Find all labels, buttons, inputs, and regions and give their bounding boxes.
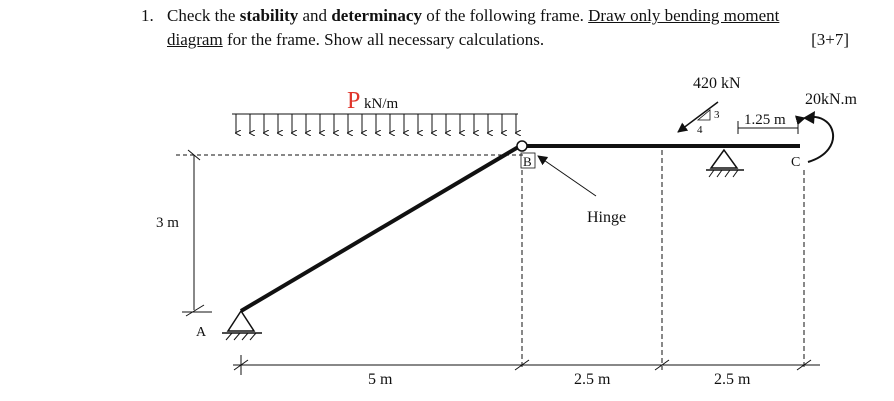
q-text-4: for the frame. Show all necessary calculations. (222, 30, 545, 49)
label-a: A (196, 325, 207, 340)
moment-arc (805, 117, 833, 162)
pin-support-a (222, 311, 262, 340)
moment-arrowhead (803, 111, 815, 124)
marks-label: [3+7] (811, 30, 849, 49)
q-text-1: Check the (167, 6, 240, 25)
q-underlined-2: diagram (167, 30, 223, 49)
point-load-label: 420 kN (693, 75, 741, 92)
q-text-2: and (298, 6, 332, 25)
slope-horizontal-label: 4 (697, 124, 703, 136)
q-bold-determinacy: determinacy (331, 6, 422, 25)
span1-label: 5 m (368, 371, 393, 388)
label-c: C (791, 155, 801, 170)
slope-vertical-label: 3 (714, 109, 720, 121)
udl-arrows (236, 114, 516, 133)
offset-label: 1.25 m (744, 112, 786, 128)
question-number: 1. (141, 6, 154, 25)
span3-label: 2.5 m (714, 371, 751, 388)
hinge-circle (517, 141, 527, 151)
q-underlined-1: Draw only bending moment (588, 6, 780, 25)
span2-label: 2.5 m (574, 371, 611, 388)
inclined-member (241, 146, 520, 311)
q-text-3: of the following frame. (421, 6, 589, 25)
hinge-label: Hinge (587, 209, 627, 226)
bottom-tick (186, 305, 204, 316)
moment-label: 20kN.m (805, 91, 857, 108)
q-bold-stability: stability (239, 6, 299, 25)
label-b: B (523, 154, 532, 169)
hinge-arrow (538, 156, 596, 196)
udl-unit: kN/m (364, 96, 399, 112)
height-label: 3 m (156, 215, 179, 231)
udl-symbol: P (347, 88, 361, 114)
roller-support (706, 150, 744, 177)
